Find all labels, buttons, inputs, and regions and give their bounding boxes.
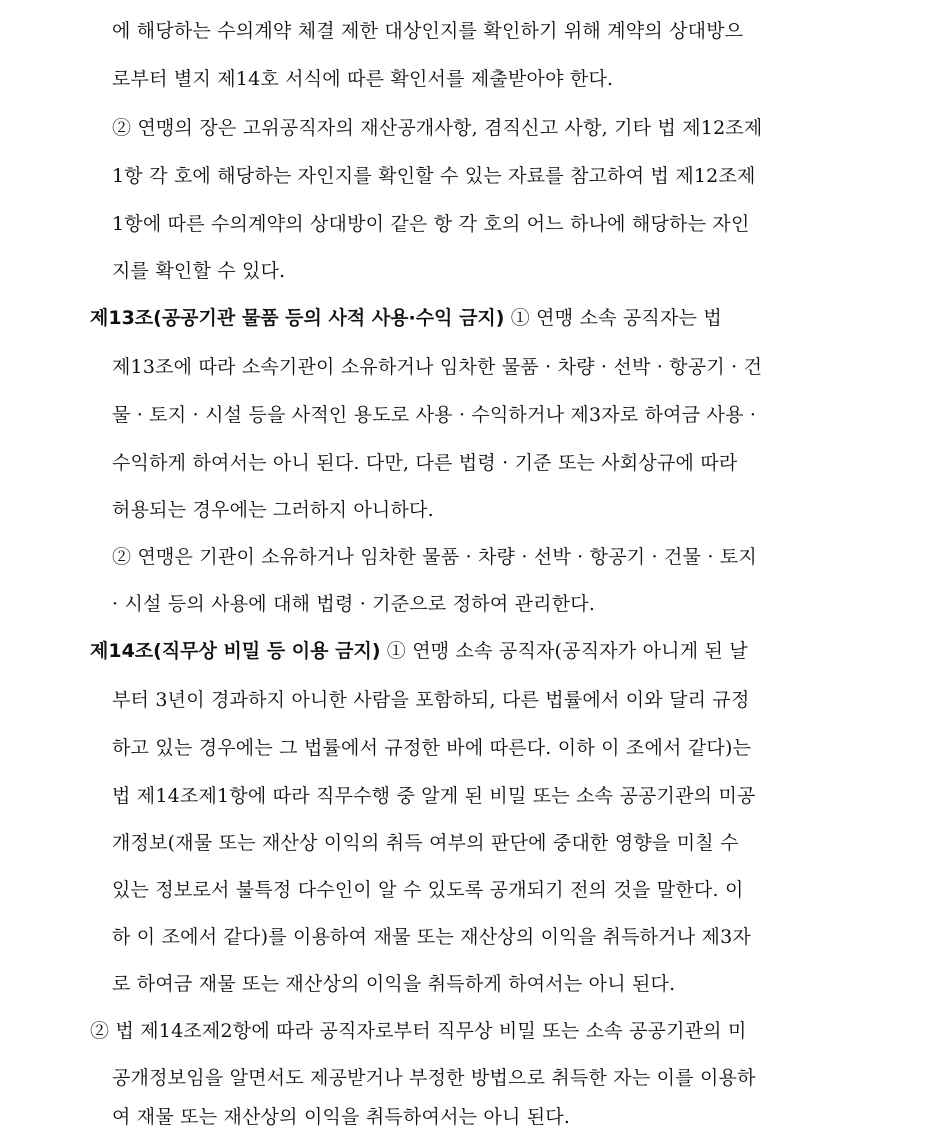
line-text: ① 연맹 소속 공직자(공직자가 아니게 된 날	[380, 640, 748, 662]
text-line	[112, 498, 434, 522]
line-text: ① 연맹 소속 공직자는 법	[504, 307, 722, 329]
line-text: ② 연맹은 기관이 소유하거나 임차한 물품 · 차량 · 선박 · 항공기 · 건물 · 토지	[112, 546, 757, 568]
line-text: 1항 각 호에 해당하는 자인지를 확인할 수 있는 자료를 참고하여 법 제12조제	[112, 165, 756, 187]
line-text: 있는 정보로서 불특정 다수인이 알 수 있도록 공개되기 전의 것을 말한다. 이	[112, 879, 744, 901]
text-line	[112, 736, 751, 760]
line-text: · 시설 등의 사용에 대해 법령 · 기준으로 정하여 관리한다.	[112, 593, 596, 615]
line-text: 허용되는 경우에는 그러하지 아니하다.	[112, 499, 434, 521]
line-text: ② 법 제14조제2항에 따라 공직자로부터 직무상 비밀 또는 소속 공공기관의 미	[90, 1020, 747, 1042]
line-text: 부터 3년이 경과하지 아니한 사람을 포함하되, 다른 법률에서 이와 달리 규정	[112, 689, 750, 711]
line-text: 1항에 따른 수의계약의 상대방이 같은 항 각 호의 어느 하나에 해당하는 자인	[112, 213, 750, 235]
line-text: 지를 확인할 수 있다.	[112, 260, 286, 282]
line-text: 제13조에 따라 소속기관이 소유하거나 임차한 물품 · 차량 · 선박 · 항공기 · 건	[112, 356, 763, 378]
text-line	[112, 355, 762, 379]
text-line	[112, 19, 743, 43]
line-text: 에 해당하는 수의계약 체결 제한 대상인지를 확인하기 위해 계약의 상대방으	[112, 20, 744, 42]
text-line	[112, 1066, 756, 1090]
line-text: 로 하여금 재물 또는 재산상의 이익을 취득하게 하여서는 아니 된다.	[112, 973, 676, 995]
text-line	[112, 403, 756, 427]
line-text: 개정보(재물 또는 재산상 이익의 취득 여부의 판단에 중대한 영향을 미칠 수	[112, 832, 739, 854]
text-line	[112, 831, 739, 855]
line-text: 수익하게 하여서는 아니 된다. 다만, 다른 법령 · 기준 또는 사회상규에 따라	[112, 452, 738, 474]
line-text: ② 연맹의 장은 고위공직자의 재산공개사항, 겸직신고 사항, 기타 법 제12조제	[112, 117, 763, 139]
text-line	[112, 688, 750, 712]
line-text: 물 · 토지 · 시설 등을 사적인 용도로 사용 · 수익하거나 제3자로 하여금 사용 ·	[112, 404, 757, 426]
article-14-heading: 제14조(직무상 비밀 등 이용 금지)	[90, 640, 381, 662]
text-line	[112, 1105, 570, 1129]
paragraph-2-line	[112, 116, 762, 140]
line-text: 로부터 별지 제14호 서식에 따른 확인서를 제출받아야 한다.	[112, 68, 614, 90]
text-line	[112, 212, 750, 236]
text-line	[112, 784, 756, 808]
text-line	[112, 592, 595, 616]
text-line	[112, 925, 751, 949]
text-line	[112, 259, 285, 283]
paragraph-2-line	[90, 1019, 747, 1043]
text-line	[112, 451, 737, 475]
article-14-heading-line	[90, 639, 748, 663]
article-13-heading: 제13조(공공기관 물품 등의 사적 사용·수익 금지)	[90, 307, 505, 329]
line-text: 하 이 조에서 같다)를 이용하여 재물 또는 재산상의 이익을 취득하거나 제3자	[112, 926, 751, 948]
text-line	[112, 972, 675, 996]
line-text: 공개정보임을 알면서도 제공받거나 부정한 방법으로 취득한 자는 이를 이용하	[112, 1067, 756, 1089]
text-line	[112, 878, 744, 902]
paragraph-2-line	[112, 545, 757, 569]
line-text: 여 재물 또는 재산상의 이익을 취득하여서는 아니 된다.	[112, 1106, 571, 1128]
text-line	[112, 164, 756, 188]
text-line	[112, 67, 613, 91]
line-text: 하고 있는 경우에는 그 법률에서 규정한 바에 따른다. 이하 이 조에서 같다)는	[112, 737, 752, 759]
line-text: 법 제14조제1항에 따라 직무수행 중 알게 된 비밀 또는 소속 공공기관의 미공	[112, 785, 756, 807]
article-13-heading-line	[90, 306, 722, 330]
